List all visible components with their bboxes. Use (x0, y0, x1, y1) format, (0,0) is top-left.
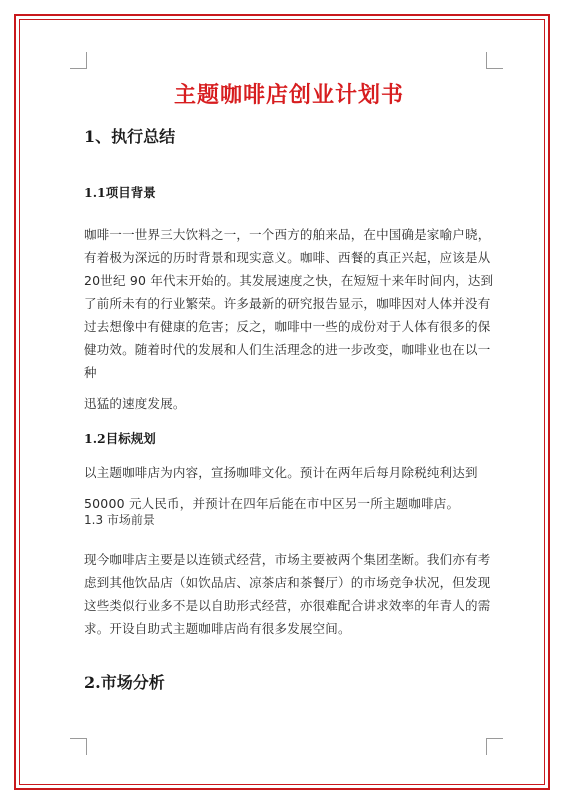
paragraph-project-background: 咖啡一一世界三大饮料之一，一个西方的舶来品，在中国确是家喻户晓，有着极为深远的历时背景和现实意义。咖啡、西餐的真正兴起，应该是从20世纪 90 年代末开始的。其发展速度之快，在短短十来年时间内，达到了前所未有的行业繁荣。许多最新的研究报告显示，咖啡因对人体并没有过去想像中有健康的危害；反之，咖啡中一些的成份对于人体有很多的保健功效。随着时代的发展和人们生活理念的进一步改变，咖啡业也在以一种 (84, 227, 494, 380)
paragraph-market-outlook: 现今咖啡店主要是以连锁式经营，市场主要被两个集团垄断。我们亦有考虑到其他饮品店（如饮品店、凉茶店和茶餐厅）的市场竞争状况，但发现这些类似行业多不是以自助形式经营，亦很难配合讲求效率的年青人的需求。开设自助式主题咖啡店尚有很多发展空间。 (84, 552, 491, 636)
crop-mark-top-left (70, 52, 87, 69)
crop-mark-bottom-right (486, 738, 503, 755)
paragraph-goal-planning-2: 50000 元人民币，并预计在四年后能在市中区另一所主题咖啡店。 (84, 496, 460, 511)
subsection-heading-project-background: 1.1项目背景 (84, 185, 156, 200)
document-body (84, 70, 494, 693)
subsection-heading-goal-planning: 1.2目标规划 (84, 431, 156, 446)
paragraph-project-background-end: 迅猛的速度发展。 (84, 396, 186, 411)
crop-mark-top-right (486, 52, 503, 69)
crop-mark-bottom-left (70, 738, 87, 755)
section-heading-market-analysis: 2.市场分析 (84, 673, 165, 692)
section-heading-executive-summary: 1、执行总结 (84, 127, 176, 146)
document-title: 主题咖啡店创业计划书 (173, 82, 404, 108)
subsection-heading-market-outlook: 1.3 市场前景 (84, 513, 155, 527)
paragraph-goal-planning-1: 以主题咖啡店为内容，宣扬咖啡文化。预计在两年后每月除税纯利达到 (84, 465, 478, 480)
